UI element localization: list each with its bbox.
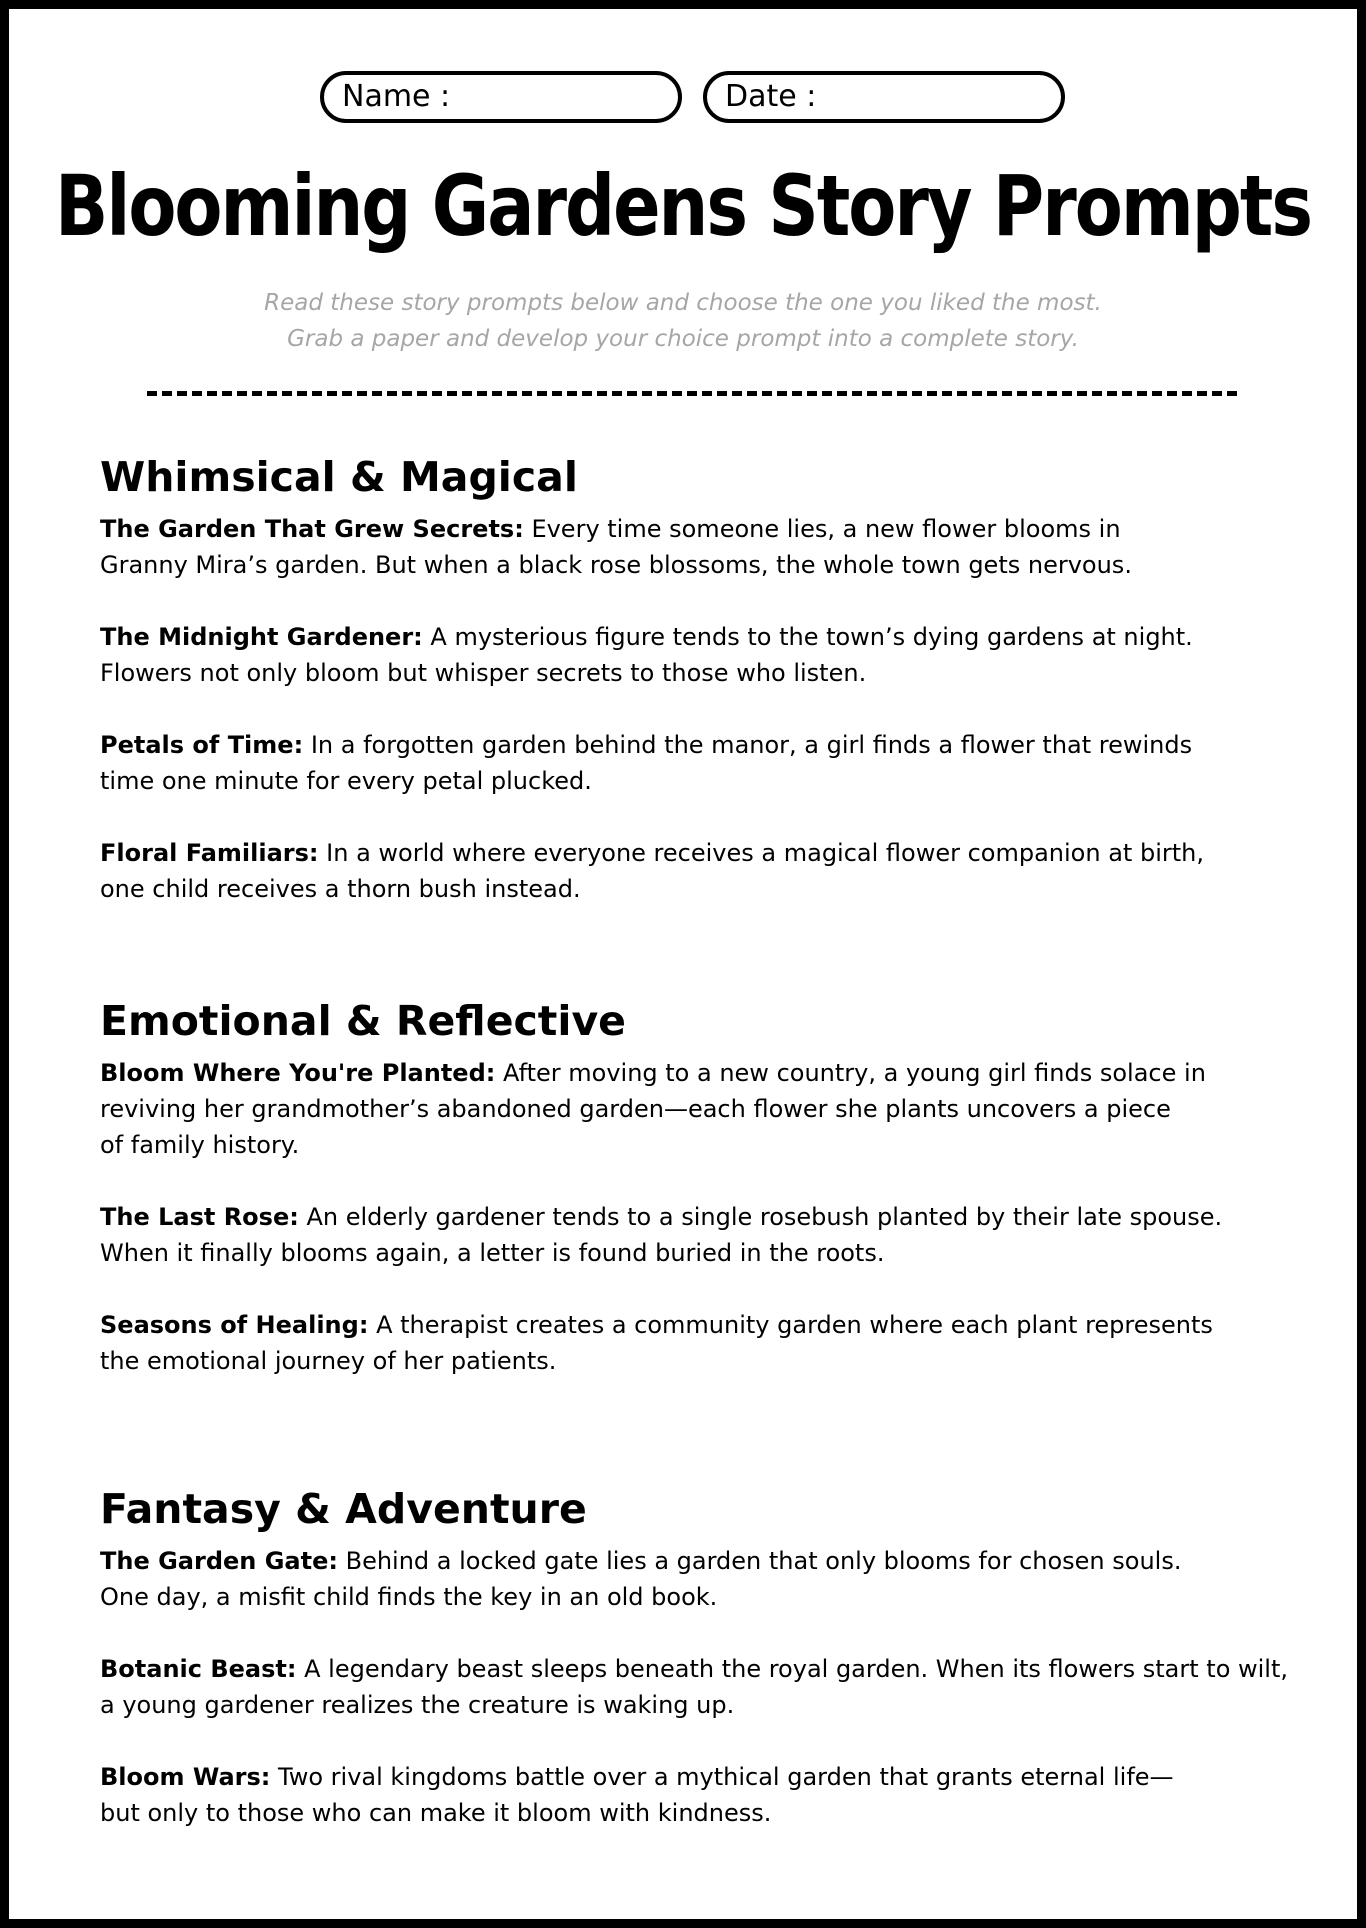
prompt-label: Botanic Beast: (100, 1655, 297, 1683)
name-field[interactable] (320, 71, 682, 123)
prompt-item (100, 1307, 1300, 1379)
prompt-text: A therapist creates a community garden where each plant represents (376, 1311, 1213, 1339)
date-label: Date : (725, 79, 817, 114)
prompt-text: reviving her grandmother’s abandoned garden—each flower she plants uncovers a piece (100, 1095, 1171, 1123)
prompt-label: Floral Familiars: (100, 839, 319, 867)
prompt-text: Flowers not only bloom but whisper secrets to those who listen. (100, 659, 867, 687)
date-field[interactable] (703, 71, 1065, 123)
prompt-text: of family history. (100, 1131, 300, 1159)
prompt-text: An elderly gardener tends to a single rosebush planted by their late spouse. (306, 1203, 1223, 1231)
prompt-item (100, 1199, 1300, 1271)
prompt-text: Every time someone lies, a new flower blooms in (531, 515, 1121, 543)
prompt-text: A legendary beast sleeps beneath the royal garden. When its flowers start to wilt, (304, 1655, 1289, 1683)
section-whimsical-magical (100, 449, 1300, 943)
section-heading: Whimsical & Magical (100, 453, 578, 501)
prompt-label: Seasons of Healing: (100, 1311, 369, 1339)
prompt-text: Behind a locked gate lies a garden that only blooms for chosen souls. (345, 1547, 1182, 1575)
section-heading: Emotional & Reflective (100, 997, 626, 1045)
prompt-text: A mysterious figure tends to the town’s dying gardens at night. (430, 623, 1193, 651)
prompt-label: The Garden That Grew Secrets: (100, 515, 524, 543)
name-label: Name : (342, 79, 451, 114)
instruction-line: Grab a paper and develop your choice prompt into a complete story. (287, 326, 1079, 352)
prompt-text: One day, a misfit child finds the key in an old book. (100, 1583, 718, 1611)
prompt-text: a young gardener realizes the creature is waking up. (100, 1691, 735, 1719)
prompt-item (100, 1651, 1300, 1723)
prompt-label: The Last Rose: (100, 1203, 299, 1231)
prompt-text: When it finally blooms again, a letter is found buried in the roots. (100, 1239, 885, 1267)
prompt-text: the emotional journey of her patients. (100, 1347, 557, 1375)
prompt-item (100, 1759, 1300, 1831)
prompt-item (100, 835, 1300, 907)
prompt-text: time one minute for every petal plucked. (100, 767, 592, 795)
page-title: Blooming Gardens Story Prompts (54, 157, 1312, 256)
prompt-label: The Garden Gate: (100, 1547, 338, 1575)
dashed-divider (147, 391, 1237, 396)
prompt-text: but only to those who can make it bloom with kindness. (100, 1799, 772, 1827)
section-heading: Fantasy & Adventure (100, 1485, 587, 1533)
prompt-item (100, 1543, 1300, 1615)
prompt-item (100, 511, 1300, 583)
section-emotional-reflective (100, 993, 1300, 1415)
prompt-item (100, 1055, 1300, 1163)
instruction-line: Read these story prompts below and choose the one you liked the most. (264, 290, 1102, 316)
prompt-label: The Midnight Gardener: (100, 623, 423, 651)
instructions (9, 285, 1357, 357)
prompt-item (100, 727, 1300, 799)
section-fantasy-adventure (100, 1481, 1300, 1867)
prompt-label: Bloom Where You're Planted: (100, 1059, 496, 1087)
prompt-text: Two rival kingdoms battle over a mythical garden that grants eternal life— (278, 1763, 1174, 1791)
prompt-text: After moving to a new country, a young girl finds solace in (503, 1059, 1206, 1087)
prompt-label: Petals of Time: (100, 731, 304, 759)
prompt-item (100, 619, 1300, 691)
prompt-text: Granny Mira’s garden. But when a black rose blossoms, the whole town gets nervous. (100, 551, 1132, 579)
prompt-label: Bloom Wars: (100, 1763, 271, 1791)
prompt-text: In a forgotten garden behind the manor, a girl finds a flower that rewinds (310, 731, 1193, 759)
prompt-text: In a world where everyone receives a magical flower companion at birth, (326, 839, 1204, 867)
prompt-text: one child receives a thorn bush instead. (100, 875, 581, 903)
